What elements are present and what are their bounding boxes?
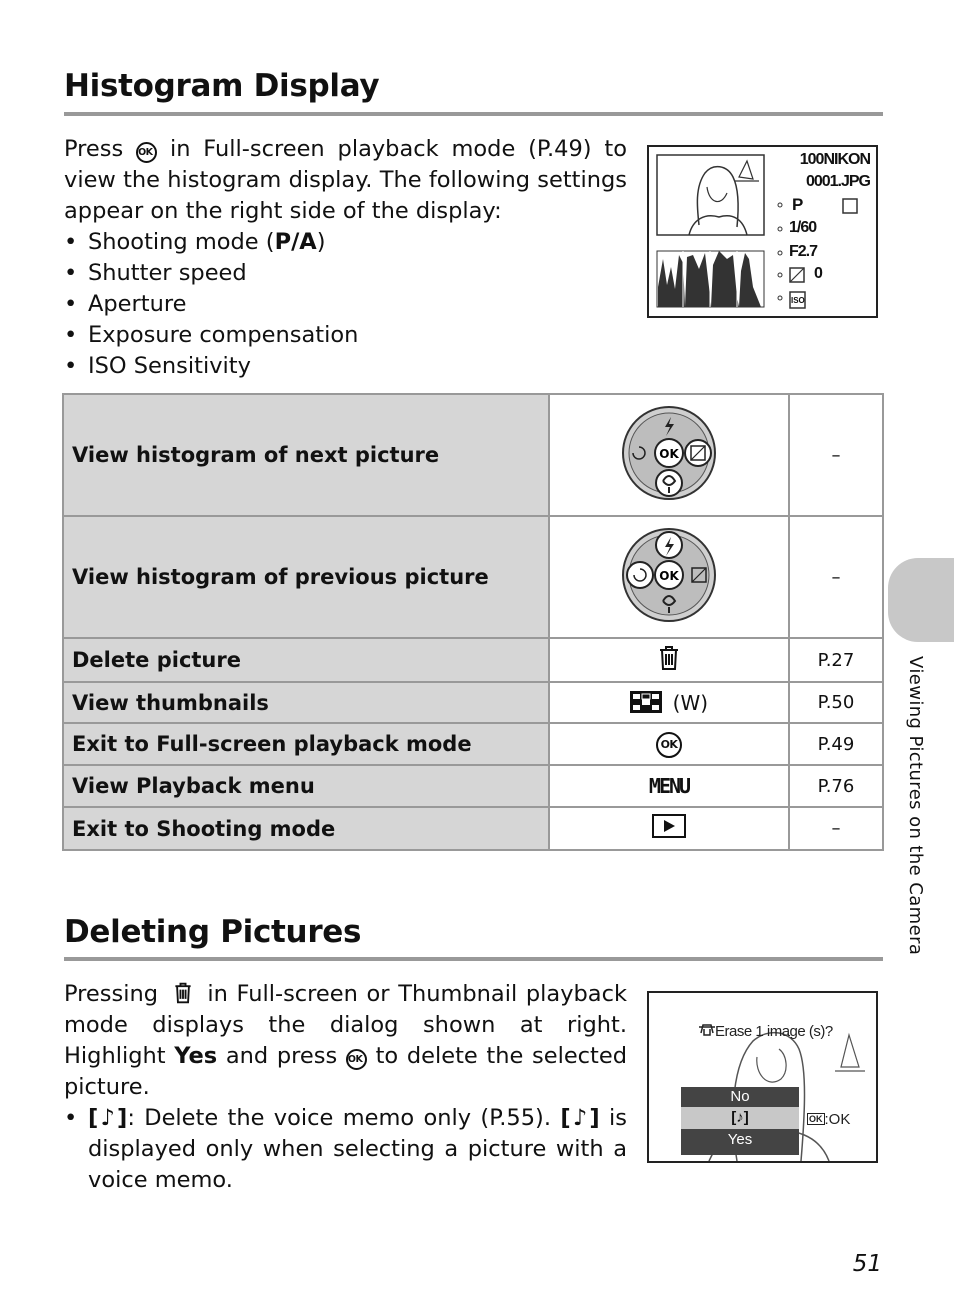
voice-memo-note [64,1103,627,1196]
multi-selector-right-art [619,403,719,503]
iso-icon: ISO [791,296,805,305]
table-row [63,807,883,850]
page-ref: – [789,807,883,850]
ok-button-icon: OK [346,1049,367,1070]
trash-icon [549,638,789,682]
row-label: View thumbnails [63,682,549,723]
row-label: View histogram of previous picture [63,516,549,638]
row-label: Delete picture [63,638,549,682]
trash-icon [173,982,193,1004]
page-number: 51 [852,1251,882,1277]
row-label: Exit to Full-screen playback mode [63,723,549,765]
chapter-tab-label: Viewing Pictures on the Camera [905,656,926,956]
ok-icon-cell [549,723,789,765]
section-title-histogram: Histogram Display [64,68,380,104]
table-row [63,723,883,765]
para-text-3: and press [225,1043,338,1069]
table-row [63,765,883,807]
section-title-deleting: Deleting Pictures [64,914,362,950]
deleting-body [64,979,627,1196]
erase-dialog-illustration [647,991,878,1163]
row-label: Exit to Shooting mode [63,807,549,850]
list-item: • ISO Sensitivity [64,351,627,382]
thumbnail-icon-art [630,691,662,713]
note-text-2: is displayed only when selecting a picture with a voice memo. [88,1105,628,1193]
thumbnail-icon [549,682,789,723]
bullet-text-end: ) [316,229,326,255]
title-underline [64,112,883,116]
para-text-1: Pressing [64,981,159,1007]
page-ref: – [789,394,883,516]
shutter-readout: 1/60 [789,219,817,236]
chapter-tab [888,558,954,642]
bullet-text: Shooting mode ( [88,229,275,255]
ok-small-icon: OK [809,1114,823,1124]
playback-controls-table [62,393,884,851]
multi-selector-left-icon [549,516,789,638]
title-underline [64,957,883,961]
option-no[interactable]: No [730,1088,750,1105]
mode-letters: P/A [274,229,317,255]
page-ref: – [789,516,883,638]
intro-paragraph [64,134,627,227]
playback-icon-art [652,814,686,838]
page-ref: P.50 [789,682,883,723]
para-text-2: in Full-screen or Thumbnail playback mode displays the dialog shown at right. Highlight [64,981,627,1069]
intro-text-1: Press [64,136,124,162]
svg-text:OK: OK [659,568,679,583]
ok-hint-text: :OK [824,1111,851,1128]
ok-hint [807,1111,850,1128]
list-item: • Exposure compensation [64,320,627,351]
page-ref: P.27 [789,638,883,682]
list-item [64,1103,627,1196]
list-item [64,227,627,258]
list-item: • Aperture [64,289,627,320]
menu-button-icon: MENU [648,774,690,798]
page-ref: P.49 [789,723,883,765]
menu-icon-cell [549,765,789,807]
table-row [63,394,883,516]
multi-selector-right-icon [549,394,789,516]
histogram-screen-illustration [647,145,878,318]
file-name: 0001.JPG [805,173,870,190]
voice-memo-icon: [♪] [88,1105,128,1131]
svg-text:OK: OK [659,446,679,461]
row-label: View histogram of next picture [63,394,549,516]
ok-button-icon: OK [136,142,157,163]
playback-button-icon [549,807,789,850]
erase-menu [681,1087,799,1155]
list-item: • Shutter speed [64,258,627,289]
row-label: View Playback menu [63,765,549,807]
settings-list [64,227,627,382]
note-text-1: : Delete the voice memo only (P.55). [127,1105,551,1131]
intro-text-2: in Full-screen playback mode (P.49) to view the histogram display. The following settings appear on the right side of the display: [64,136,627,224]
multi-selector-left-art [619,525,719,625]
table-row [63,638,883,682]
para-text-4: to delete the selected picture. [64,1043,627,1100]
zoom-out-label: (W) [672,690,709,715]
table-row [63,516,883,638]
option-yes[interactable]: Yes [727,1131,753,1148]
histogram-intro [64,134,627,382]
erase-prompt: Erase 1 image (s)? [715,1023,833,1040]
aperture-readout: F2.7 [789,243,818,260]
deleting-paragraph [64,979,627,1103]
folder-name: 100NIKON [799,151,870,168]
ok-button-icon: OK [656,732,682,758]
trash-icon-art [658,645,680,671]
shooting-mode-readout: P [792,195,804,214]
page-ref: P.76 [789,765,883,807]
voice-memo-icon: [♪] [560,1105,600,1131]
table-row [63,682,883,723]
option-voice-memo[interactable]: [♪] [681,1107,799,1129]
yes-emphasis: Yes [174,1043,218,1069]
exposure-comp-readout: 0 [814,265,823,282]
